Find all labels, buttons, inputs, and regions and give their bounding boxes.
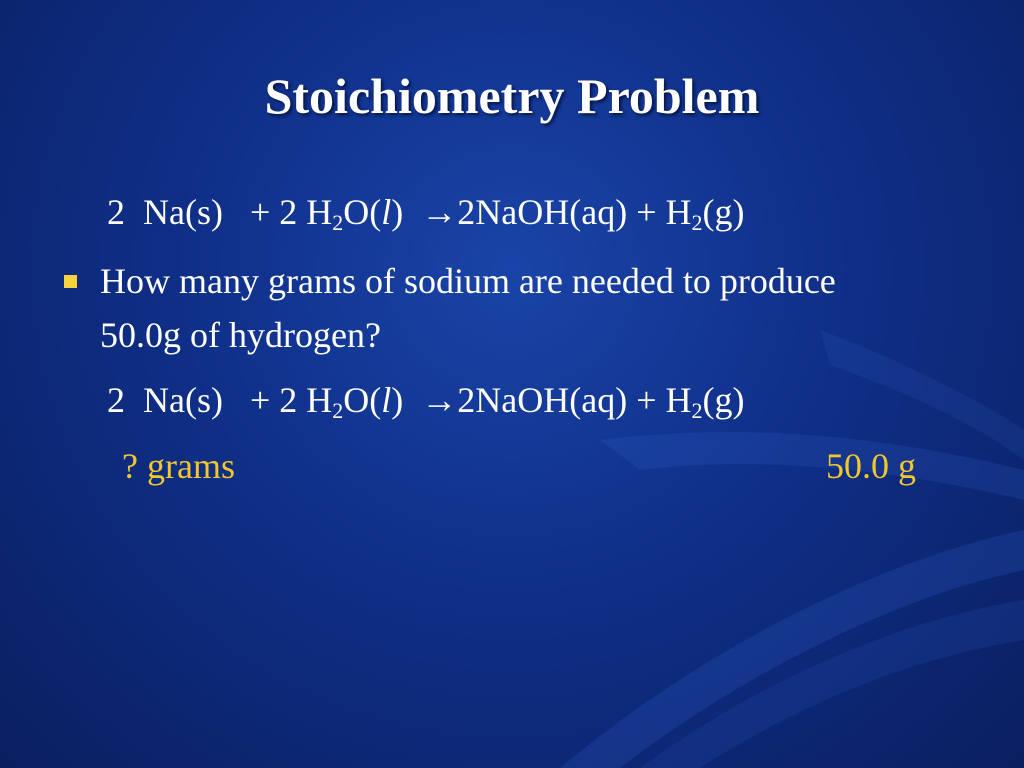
water-subscript: 2 — [332, 210, 344, 235]
products: 2NaOH(aq) + H — [457, 192, 692, 232]
water-o: O( — [343, 192, 382, 232]
gas-state: (g) — [702, 380, 745, 420]
water-close: ) — [391, 192, 404, 232]
water-o: O( — [343, 380, 382, 420]
water-subscript: 2 — [332, 398, 344, 423]
bullet-square-icon — [64, 275, 77, 288]
bullet-question: How many grams of sodium are needed to produce 50.0g of hydrogen? — [100, 261, 836, 355]
hydrogen-subscript: 2 — [691, 210, 703, 235]
given-mass-label: 50.0 g — [826, 446, 916, 486]
reaction-arrow-icon: → — [421, 380, 458, 420]
coefficient-na: 2 — [107, 192, 125, 232]
coefficient-na: 2 — [107, 380, 125, 420]
reaction-arrow-icon: → — [421, 192, 458, 232]
chemical-equation-repeat — [107, 378, 745, 422]
products: 2NaOH(aq) + H — [457, 380, 692, 420]
sodium-reactant: Na(s) — [143, 380, 223, 420]
water-close: ) — [391, 380, 404, 420]
liquid-state: l — [381, 192, 392, 232]
sodium-reactant: Na(s) — [143, 192, 223, 232]
water-prefix: + 2 H — [249, 380, 333, 420]
liquid-state: l — [381, 380, 392, 420]
slide-title: Stoichiometry Problem — [264, 68, 760, 124]
gas-state: (g) — [702, 192, 745, 232]
unknown-grams-label: ? grams — [122, 446, 235, 486]
water-prefix: + 2 H — [249, 192, 333, 232]
chemical-equation — [107, 190, 745, 234]
hydrogen-subscript: 2 — [691, 398, 703, 423]
